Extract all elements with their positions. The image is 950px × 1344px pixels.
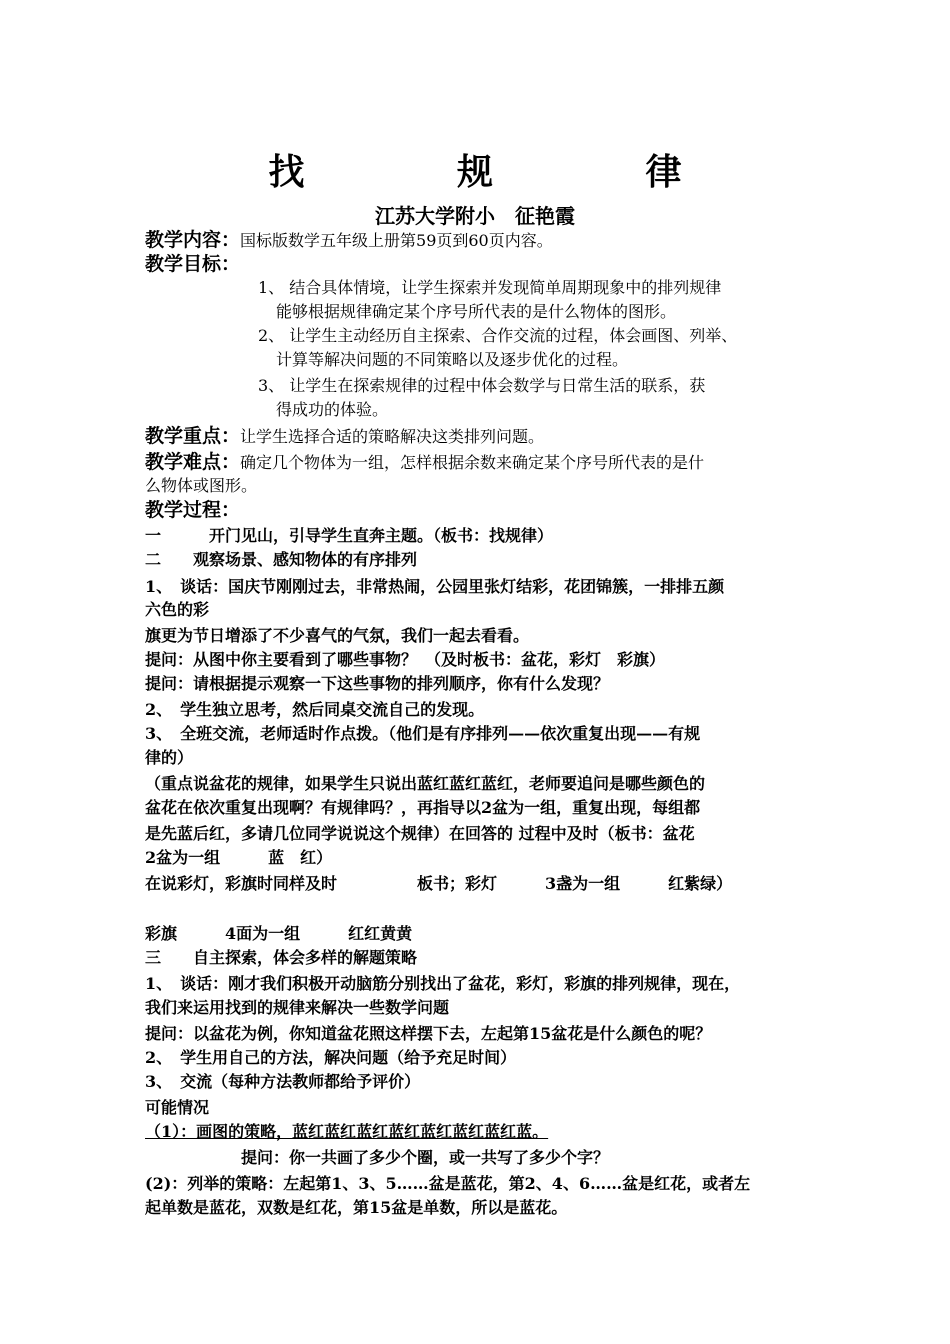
- body-line: 可能情况: [145, 1098, 210, 1117]
- content-line: [145, 228, 553, 253]
- goal-2-line-2: 计算等解决问题的不同策略以及逐步优化的过程。: [276, 350, 629, 369]
- difficulty-line: [145, 450, 704, 475]
- body-line: 彩旗 4面为一组 红红黄黄: [145, 924, 413, 943]
- body-line: 提问：请根据提示观察一下这些事物的排列顺序，你有什么发现？: [145, 674, 610, 693]
- body-line: 起单数是蓝花，双数是红花，第15盆是单数，所以是蓝花。: [145, 1198, 568, 1217]
- body-line: (2)：列举的策略：左起第1、3、5……盆是蓝花，第2、4、6……盆是红花，或者左: [145, 1174, 751, 1193]
- page-title: 找 规 律: [268, 152, 752, 193]
- goal-1-line-2: 能够根据规律确定某个序号所代表的是什么物体的图形。: [276, 302, 677, 321]
- body-line: 提问：从图中你主要看到了哪些事物？ （及时板书：盆花，彩灯 彩旗）: [145, 650, 666, 669]
- goal-1-line-1: 1、 结合具体情境，让学生探索并发现简单周期现象中的排列规律: [258, 278, 722, 297]
- body-line: （1）：画图的策略，蓝红蓝红蓝红蓝红蓝红蓝红蓝红蓝。: [145, 1122, 549, 1141]
- body-line: 3、 交流（每种方法教师都给予评价）: [145, 1072, 421, 1091]
- body-line: 1、 谈话：刚才我们积极开动脑筋分别找出了盆花，彩灯，彩旗的排列规律，现在，: [145, 974, 741, 993]
- body-line: 2盆为一组 蓝 红）: [145, 848, 333, 867]
- body-line: 三 自主探索，体会多样的解题策略: [145, 948, 418, 967]
- body-line: 2、 学生独立思考，然后同桌交流自己的发现。: [145, 700, 485, 719]
- body-line: 六色的彩: [145, 600, 210, 619]
- body-line: 盆花在依次重复出现啊？有规律吗？，再指导以2盆为一组，重复出现，每组都: [145, 798, 701, 817]
- key-label: 教学重点：: [145, 425, 241, 447]
- body-line: 二 观察场景、感知物体的有序排列: [145, 550, 418, 569]
- goal-3-line-1: 3、 让学生在探索规律的过程中体会数学与日常生活的联系，获: [258, 376, 706, 395]
- body-line: 在说彩灯，彩旗时同样及时 板书；彩灯 3盏为一组 红紫绿）: [145, 874, 733, 893]
- difficulty-line-2: 么物体或图形。: [145, 476, 258, 495]
- body-line: 1、 谈话：国庆节刚刚过去，非常热闹，公园里张灯结彩，花团锦簇，一排排五颜: [145, 577, 725, 596]
- body-line: 旗更为节日增添了不少喜气的气氛，我们一起去看看。: [145, 626, 530, 645]
- process-label-line: [145, 498, 240, 523]
- key-line: [145, 424, 544, 449]
- goals-label-line: [145, 252, 240, 277]
- difficulty-label: 教学难点：: [145, 451, 241, 473]
- body-line: 律的）: [145, 748, 194, 767]
- difficulty-text: 确定几个物体为一组，怎样根据余数来确定某个序号所代表的是什: [240, 453, 705, 472]
- key-text: 让学生选择合适的策略解决这类排列问题。: [240, 427, 545, 446]
- goal-2-line-1: 2、 让学生主动经历自主探索、合作交流的过程，体会画图、列举、: [258, 326, 738, 345]
- body-line: 一 开门见山，引导学生直奔主题。（板书：找规律）: [145, 526, 554, 545]
- body-line: （重点说盆花的规律，如果学生只说出蓝红蓝红蓝红，老师要追问是哪些颜色的: [145, 774, 706, 793]
- author-line: 江苏大学附小 征艳霞: [375, 204, 575, 228]
- body-line: 我们来运用找到的规律来解决一些数学问题: [145, 998, 450, 1017]
- content-text: 国标版数学五年级上册第59页到60页内容。: [240, 231, 553, 250]
- content-label: 教学内容：: [145, 229, 241, 251]
- body-line: 2、 学生用自己的方法，解决问题（给予充足时间）: [145, 1048, 517, 1067]
- goal-3-line-2: 得成功的体验。: [276, 400, 389, 419]
- body-line: 是先蓝后红，多请几位同学说说这个规律）在回答的 过程中及时（板书：盆花: [145, 824, 695, 843]
- body-line: 3、 全班交流，老师适时作点拨。（他们是有序排列——依次重复出现——有规: [145, 724, 701, 743]
- process-label: 教学过程：: [145, 499, 241, 521]
- goals-label: 教学目标：: [145, 253, 241, 275]
- body-line: 提问：你一共画了多少个圈，或一共写了多少个字？: [145, 1148, 610, 1167]
- body-line: 提问：以盆花为例，你知道盆花照这样摆下去，左起第15盆花是什么颜色的呢？: [145, 1024, 712, 1043]
